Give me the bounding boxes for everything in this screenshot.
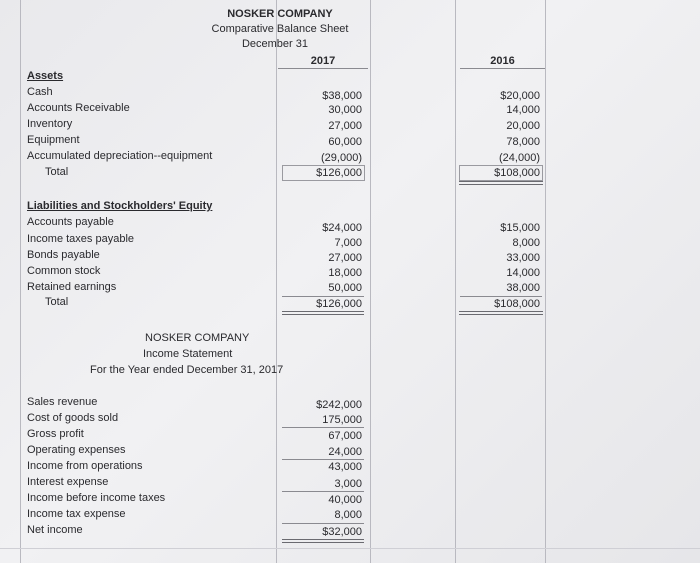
- grid-line: [0, 548, 700, 549]
- grid-line: [20, 0, 21, 563]
- asset-label: Accounts Receivable: [27, 102, 130, 114]
- liab-value-2017: 18,000: [328, 267, 362, 279]
- is-label: Operating expenses: [27, 444, 126, 456]
- bs-date: December 31: [241, 38, 309, 50]
- liab-label: Common stock: [27, 265, 101, 277]
- asset-value-2016: 14,000: [506, 104, 540, 116]
- grid-line: [276, 0, 277, 563]
- is-value: 3,000: [334, 478, 362, 490]
- subtotal-line: [282, 491, 364, 492]
- asset-total-label: Total: [45, 166, 69, 178]
- is-title: Income Statement: [143, 348, 233, 360]
- grid-line: [370, 0, 371, 563]
- double-underline: [459, 311, 543, 315]
- liab-label: Accounts payable: [27, 216, 114, 228]
- liab-value-2017: 50,000: [328, 282, 362, 294]
- liab-value-2017: $24,000: [322, 222, 362, 234]
- is-value: 24,000: [328, 446, 362, 458]
- asset-value-2017: 30,000: [328, 104, 362, 116]
- subtotal-line: [282, 523, 364, 524]
- subtotal-line: [282, 459, 364, 460]
- liabilities-heading: Liabilities and Stockholders' Equity: [27, 200, 213, 212]
- asset-value-2016: $20,000: [500, 90, 540, 102]
- liab-total-label: Total: [45, 296, 69, 308]
- asset-value-2017: $38,000: [322, 90, 362, 102]
- subtotal-line: [282, 427, 364, 428]
- is-value: 8,000: [334, 509, 362, 521]
- is-label: Sales revenue: [27, 396, 98, 408]
- asset-value-2016: 78,000: [506, 136, 540, 148]
- liab-label: Income taxes payable: [27, 233, 135, 245]
- is-label: Income from operations: [27, 460, 143, 472]
- is-label: Net income: [27, 524, 83, 536]
- liab-value-2016: 14,000: [506, 267, 540, 279]
- asset-value-2016: (24,000): [499, 152, 540, 164]
- asset-label: Accumulated depreciation--equipment: [27, 150, 213, 162]
- liab-value-2016: 38,000: [506, 282, 540, 294]
- is-label: Interest expense: [27, 476, 109, 488]
- liab-value-2016: 33,000: [506, 252, 540, 264]
- asset-total-2016: $108,000: [494, 167, 540, 179]
- is-value: $242,000: [316, 399, 362, 411]
- liab-label: Bonds payable: [27, 249, 100, 261]
- total-box: [459, 165, 543, 181]
- is-value: 40,000: [328, 494, 362, 506]
- is-label: Income tax expense: [27, 508, 126, 520]
- asset-label: Cash: [27, 86, 53, 98]
- is-label: Income before income taxes: [27, 492, 166, 504]
- col-2017-header: 2017: [310, 55, 336, 67]
- asset-value-2017: 60,000: [328, 136, 362, 148]
- liab-value-2017: 27,000: [328, 252, 362, 264]
- is-label: Gross profit: [27, 428, 84, 440]
- liab-total-2017: $126,000: [316, 298, 362, 310]
- grid-line: [455, 0, 456, 563]
- header-underline: [278, 68, 368, 69]
- liab-label: Retained earnings: [27, 281, 117, 293]
- is-value: 67,000: [328, 430, 362, 442]
- is-value: $32,000: [322, 526, 362, 538]
- asset-value-2016: 20,000: [506, 120, 540, 132]
- bs-company: NOSKER COMPANY: [227, 8, 333, 20]
- is-label: Cost of goods sold: [27, 412, 119, 424]
- liab-value-2017: 7,000: [334, 237, 362, 249]
- asset-total-2017: $126,000: [316, 167, 362, 179]
- asset-value-2017: (29,000): [321, 152, 362, 164]
- double-underline: [282, 311, 364, 315]
- asset-label: Equipment: [27, 134, 80, 146]
- is-value: 175,000: [322, 414, 362, 426]
- liab-value-2016: 8,000: [512, 237, 540, 249]
- asset-label: Inventory: [27, 118, 73, 130]
- bs-title: Comparative Balance Sheet: [211, 23, 349, 35]
- grid-line: [545, 0, 546, 563]
- subtotal-line: [460, 296, 542, 297]
- header-underline: [460, 68, 545, 69]
- is-company: NOSKER COMPANY: [145, 332, 250, 344]
- total-box: [282, 165, 365, 181]
- assets-heading: Assets: [27, 70, 64, 82]
- liab-total-2016: $108,000: [494, 298, 540, 310]
- subtotal-line: [282, 296, 364, 297]
- is-value: 43,000: [328, 461, 362, 473]
- asset-value-2017: 27,000: [328, 120, 362, 132]
- double-underline: [282, 539, 364, 543]
- is-period: For the Year ended December 31, 2017: [90, 364, 284, 376]
- liab-value-2016: $15,000: [500, 222, 540, 234]
- col-2016-header: 2016: [490, 55, 515, 67]
- double-underline: [459, 181, 543, 185]
